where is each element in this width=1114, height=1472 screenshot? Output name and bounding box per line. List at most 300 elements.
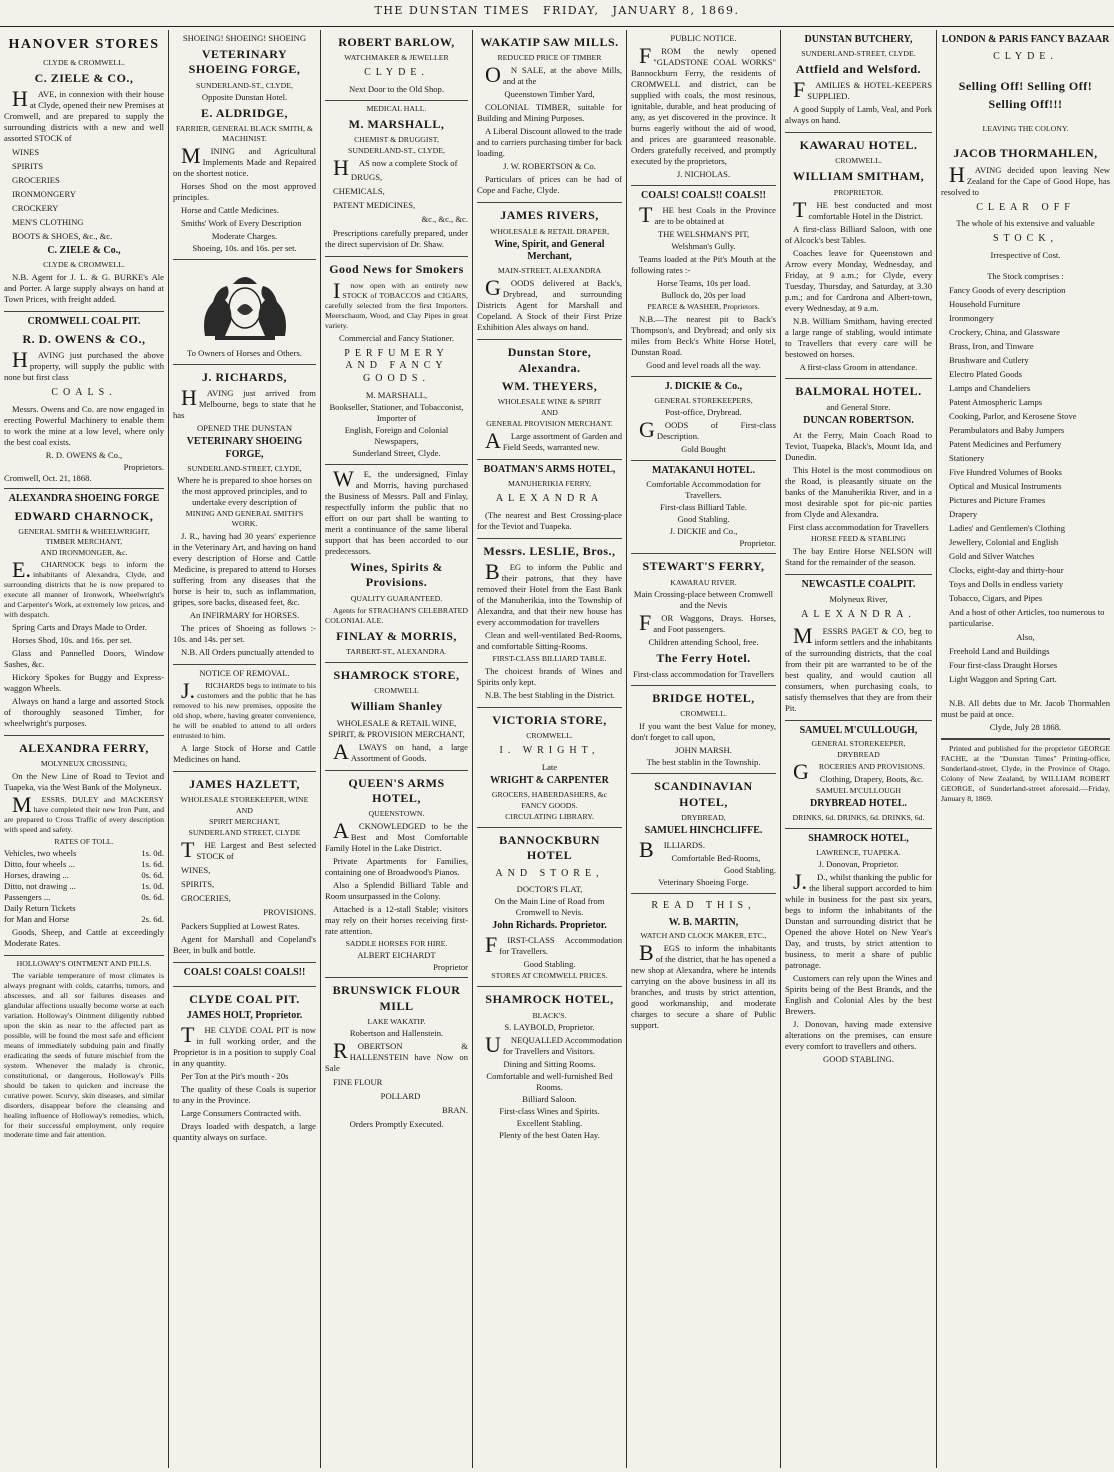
- toll-price: 2s. 6d.: [141, 914, 164, 924]
- ad-line: FIRST-CLASS BILLIARD TABLE.: [492, 654, 607, 664]
- ad-name: ROBERT BARLOW,: [338, 35, 455, 49]
- ad-signature: R. D. OWENS & Co.,: [45, 449, 123, 460]
- toll-price: 0s. 6d.: [141, 870, 164, 880]
- ad-line: DRINKS, 6d. DRINKS, 6d. DRINKS, 6d.: [792, 812, 925, 822]
- list-item: CHEMICALS,: [333, 186, 385, 197]
- column-5: [626, 30, 780, 1468]
- ad-line: The prices of Shoeing as follows :- 10s. and 14s. per set.: [173, 622, 316, 644]
- ad-line: Horse and Cattle Medicines.: [181, 204, 279, 215]
- toll-row: [4, 870, 164, 881]
- list-item: Optical and Musical Instruments: [949, 481, 1062, 492]
- toll-item: Ditto, four wheels ...: [4, 859, 75, 869]
- ad-matakanui-hotel: [631, 461, 776, 555]
- ad-title: LONDON & PARIS FANCY BAZAAR: [941, 34, 1110, 45]
- ad-trade: FANCY GOODS.: [521, 800, 578, 810]
- ad-name: William Shanley: [350, 699, 443, 714]
- list-item: &c., &c., &c.: [421, 214, 468, 225]
- ad-kawarau-hotel: [785, 133, 932, 379]
- ad-name: DUNCAN ROBERTSON.: [803, 415, 914, 427]
- column-2: [168, 30, 320, 1468]
- ad-line: N.B. The best Stabling in the District.: [485, 690, 615, 701]
- ad-line: Glass and Pannelled Doors, Window Sashes, &c.: [4, 647, 164, 669]
- ad-subtitle: Commercial and Fancy Stationer.: [338, 332, 455, 343]
- ad-line: Good Stabling.: [723, 864, 776, 875]
- ad-medical-hall: [325, 101, 468, 257]
- ad-body: THE best Coals in the Province are to be obtained at: [639, 201, 776, 227]
- ad-title: HOLLOWAY'S OINTMENT AND PILLS.: [16, 959, 152, 968]
- ad-body: MESSRS. DULEY and MACKERSY have completed their new Iron Punt, and are prepared to Cross Traffic of every description with speed and safety.: [4, 792, 164, 835]
- ad-london-paris-bazaar: [941, 30, 1110, 739]
- ad-address: MAIN-STREET, ALEXANDRA: [497, 266, 602, 276]
- ad-body: A large Stock of Horse and Cattle Medicines on hand.: [173, 742, 316, 764]
- ad-robert-barlow: [325, 30, 468, 101]
- ad-line: Coaches leave for Queenstown and Arrow every Monday, Wednesday, and Friday, at 9 a.m.; for Clyde, every Tuesday, Thursday, and Saturday, at 3.30 p.m.; and for Cardrona and Albert-town, every Wednesday, at 9 a.m.: [785, 247, 932, 313]
- ad-clyde-coal-pit: [173, 987, 316, 1149]
- list-item: DRUGS,: [350, 172, 383, 183]
- list-item: Brushware and Cutlery: [949, 355, 1029, 366]
- ad-body: GROCERIES AND PROVISIONS.: [793, 759, 925, 785]
- ad-dunstan-store: [477, 340, 622, 460]
- ad-note: N.B.—The nearest pit to Back's Thompson's, and Drybread; and only six miles from Beck's White Horse Hotel, Dunstan Road.: [631, 313, 776, 357]
- ad-address: SUNDERLAND-STREET, CLYDE.: [801, 48, 916, 58]
- ad-body: The variable temperature of most climates is always pregnant with colds, catarrhs, tumors, and abscesses, and all sor failures diseases and glandular affections usually become worse at each variation. Holloway's Ointment diligently rubbed upon the skin as near to the affected part as possible, will be found the most safe and efficient means of immediately subduing pain and finally eradicating the seeds of future mischief from the system. Whenever the malady is chronic, constitutional, or dangerous, Holloway's Pills should be taken to quicken and increase the curative power. Scurvy, skin diseases, and similar disorders, disappear before the cleansing and healing influence of Holloway's remedies, which, for their successful employment, only require moderate time and fair attention.: [4, 970, 164, 1140]
- ad-body: GOODS of First-class Description.: [639, 416, 776, 442]
- ad-name: WILLIAM SMITHAM,: [792, 169, 925, 184]
- ad-signature: J. W. ROBERTSON & Co.: [503, 161, 596, 172]
- ad-line: Excellent Stabling.: [516, 1117, 583, 1128]
- ad-signature-role: PROPRIETOR.: [833, 187, 884, 197]
- ad-heading: The Ferry Hotel.: [656, 650, 751, 665]
- crest-icon: [185, 266, 305, 344]
- ad-trade: WHOLESALE STOREKEEPER, WINE: [180, 795, 309, 805]
- list-item: Pictures and Picture Frames: [949, 495, 1046, 506]
- ad-subtitle: Molyneux River,: [829, 593, 888, 604]
- ad-j-dickie: [631, 377, 776, 461]
- list-item: Brass, Iron, and Tinware: [949, 341, 1034, 352]
- ad-balmoral-hotel: [785, 379, 932, 575]
- ad-subtitle: MANUHERIKIA FERRY,: [507, 479, 592, 488]
- ad-title: WAKATIP SAW MILLS.: [480, 35, 619, 49]
- ad-trade: GENERAL SMITH & WHEELWRIGHT, TIMBER MERCHANT,: [18, 527, 150, 547]
- ad-name: S. LAYBOLD, Proprietor.: [504, 1021, 595, 1032]
- ad-body: ALarge assortment of Garden and Field Seeds, warranted new.: [485, 428, 622, 454]
- ad-alexandra-shoeing-forge: [4, 489, 164, 736]
- ad-signature-role: Proprietor.: [739, 538, 776, 549]
- ad-title: STEWART'S FERRY,: [642, 559, 765, 574]
- ad-firm: Robertson and Hallenstein.: [349, 1027, 444, 1038]
- ad-trade: AND: [236, 805, 253, 815]
- ad-title: BOATMAN'S ARMS HOTEL,: [483, 464, 616, 476]
- ad-body: WE, the undersigned, Finlay and Morris, having purchased the Business of Messrs. Pall and Finlay, respectfully inform the public that no effort on our part shall be wanting to merit a continuance of the same liberal support that has been accorded to our predecessors.: [325, 465, 468, 556]
- ad-body: A Liberal Discount allowed to the trade and to carriers purchasing timber for back loading.: [477, 126, 622, 159]
- ad-trade: AND: [541, 408, 558, 418]
- list-item: IRONMONGERY: [12, 189, 76, 200]
- list-item: Stationery: [949, 453, 985, 464]
- ad-heading: Queenstown Timber Yard,: [504, 89, 595, 100]
- list-item: Toys and Dolls in endless variety: [949, 579, 1064, 590]
- ad-banner: SHOEING! SHOEING! SHOEING: [182, 33, 307, 43]
- ad-wakatip-saw-mills: [477, 30, 622, 203]
- ad-line: Good Stabling.: [677, 514, 730, 525]
- ad-title: SHAMROCK HOTEL,: [808, 832, 909, 844]
- ad-name: J. DICKIE & Co.,: [664, 380, 743, 392]
- ad-title: NOTICE OF REMOVAL.: [199, 667, 290, 678]
- list-item: MEN'S CLOTHING: [12, 217, 84, 228]
- ad-name: I. WRIGHT,: [499, 745, 600, 757]
- list-item: GROCERIES: [12, 175, 60, 186]
- ad-bridge-hotel: [631, 686, 776, 774]
- ad-body: E.CHARNOCK begs to inform the inhabitants of Alexandra, Clyde, and surrounding districts that he is now prepared to execute all manner of Ironwork, Wheelwright's and Carpenter's Work, at extremely low prices, and with despatch.: [4, 557, 164, 619]
- ad-note: N.B. Agent for J. L. & G. BURKE's Ale and Porter. A large supply always on hand at Town Prices, with freight added.: [4, 272, 164, 304]
- ad-title: HANOVER STORES: [8, 37, 160, 52]
- ad-line: The Stock comprises :: [987, 271, 1064, 282]
- ad-place: CLYDE.: [364, 67, 429, 79]
- ad-title: CROMWELL COAL PIT.: [27, 316, 141, 327]
- toll-row: [4, 881, 164, 892]
- list-item: Drapery: [949, 509, 978, 520]
- ad-cromwell-coal-pit: [4, 312, 164, 489]
- ad-body: HAS now a complete Stock of: [333, 155, 458, 181]
- ad-heading: THE WELSHMAN'S PIT,: [657, 228, 750, 239]
- ad-body: Messrs. Owens and Co. are now engaged in erecting Powerful Machinery to enable them to work the mine at a low level, where only the best coal exists.: [4, 403, 164, 447]
- ad-line: The choicest brands of Wines and Spirits only kept.: [477, 666, 622, 688]
- ad-name: WM. THEYERS,: [501, 378, 598, 393]
- ad-coals-banner: [173, 963, 316, 987]
- column-1: [0, 30, 168, 1468]
- ad-place: Post-office, Drybread.: [665, 406, 742, 417]
- ad-subtitle: LEAVING THE COLONY.: [982, 124, 1069, 134]
- ad-name: SAMUEL M'CULLOUGH,: [799, 724, 918, 736]
- list-item: Five Hundred Volumes of Books: [949, 467, 1062, 478]
- ad-heading: Wines, Spirits & Provisions.: [350, 559, 443, 590]
- ad-body: Inow open with an entirely new STOCK of TOBACCOS and CIGARS, carefully selected from the first Importers. Meerschaum, Wood, and Clay Pipes in great variety.: [325, 277, 468, 330]
- ad-body: The whole of his extensive and valuable: [956, 218, 1095, 229]
- ad-place: CROMWELL.: [835, 156, 882, 166]
- ad-body: On the Main Line of Road from Cromwell to Nevis.: [494, 896, 605, 918]
- ad-address: SUNDERLAND STREET, CLYDE: [188, 827, 301, 837]
- ad-name: M. MARSHALL,: [348, 117, 445, 132]
- ad-signature-role: Proprietor: [433, 962, 468, 973]
- ad-notice-of-removal: [173, 665, 316, 772]
- ad-place: DOCTOR'S FLAT,: [516, 884, 583, 895]
- ad-line: Dining and Sitting Rooms.: [503, 1058, 596, 1069]
- ad-finlay-morris: [325, 465, 468, 663]
- ad-heading: CLEAR OFF: [976, 201, 1075, 213]
- ad-subtitle: and General Store.: [826, 402, 891, 413]
- ad-line: Irrespective of Cost.: [990, 250, 1061, 261]
- ad-body: At the Ferry, Main Coach Road to Teviot, Tuapeka, Black's, Mount Ida, and Dunedin.: [785, 429, 932, 462]
- ad-body: If you want the best Value for money, don't forget to call upon,: [631, 721, 776, 743]
- ad-line: Customers can rely upon the Wines and Spirits being of the Best Brands, and the English and Colonial Ales by the best Brewers.: [785, 972, 932, 1016]
- ad-signature-role: Proprietors.: [123, 461, 164, 472]
- list-item: Fancy Goods of every description: [949, 285, 1066, 296]
- ad-note: N.B. All debts due to Mr. Jacob Thormahlen must be paid at once.: [941, 698, 1110, 720]
- ad-line: Good and level roads all the way.: [646, 359, 761, 370]
- ad-line: The quality of these Coals is superior to any in the Province.: [173, 1083, 316, 1105]
- ad-signature: C. ZIELE & Co.,: [47, 245, 121, 257]
- ad-title: SHAMROCK HOTEL,: [485, 992, 614, 1007]
- ad-body: UNEQUALLED Accommodation for Travellers and Visitors.: [485, 1031, 622, 1057]
- ad-title: Good News for Smokers: [329, 262, 464, 277]
- list-item: CROCKERY: [12, 203, 59, 214]
- ad-body: Main Crossing-place between Cromwell and the Nevis: [633, 588, 774, 610]
- ad-shamrock-store: [325, 663, 468, 771]
- ad-address: SUNDERLAND-ST., CLYDE,: [196, 80, 293, 90]
- ad-body: FAMILIES & HOTEL-KEEPERS SUPPLIED.: [793, 77, 932, 103]
- ad-firm: Attfield and Welsford.: [795, 61, 922, 76]
- ad-title: BRIDGE HOTEL,: [652, 691, 755, 706]
- ad-title: BALMORAL HOTEL.: [795, 383, 922, 398]
- ad-stewarts-ferry: [631, 554, 776, 686]
- ad-body: FOR Waggons, Drays. Horses, and Foot passengers.: [639, 609, 776, 635]
- ad-heading: STOCK,: [992, 233, 1059, 245]
- ad-name: E. ALDRIDGE,: [200, 105, 289, 120]
- ad-line: Per Ton at the Pit's mouth - 20s: [181, 1070, 289, 1081]
- ad-victoria-store: [477, 708, 622, 828]
- ad-title: READ THIS,: [651, 899, 756, 911]
- list-item: WINES: [12, 147, 40, 158]
- ad-title: COALS! COALS! COALS!!: [183, 966, 306, 978]
- ad-name: FINLAY & MORRIS,: [336, 628, 457, 643]
- ad-newcastle-coalpit: [785, 575, 932, 721]
- goods-list: [173, 865, 316, 918]
- stock-list: [941, 285, 1110, 629]
- ad-title: BANNOCKBURN HOTEL: [499, 832, 600, 863]
- ad-heading: SADDLE HORSES FOR HIRE.: [345, 939, 448, 949]
- ad-w-b-martin: [631, 894, 776, 1038]
- list-item: SPIRITS: [12, 161, 44, 172]
- list-item: Ironmongery: [949, 313, 994, 324]
- ad-title: SCANDINAVIAN HOTEL,: [654, 779, 753, 809]
- ad-date: Clyde, July 28 1868.: [989, 722, 1062, 733]
- ad-body: On the New Line of Road to Teviot and Tuapeka, via the West Bank of the Molyneux.: [4, 771, 164, 793]
- list-item: Four first-class Draught Horses: [949, 660, 1058, 671]
- ad-line: Comfortable and well-furnished Bed Rooms.: [486, 1070, 613, 1092]
- ad-line: Also,: [1016, 632, 1035, 643]
- ad-trade: WATCHMAKER & JEWELLER: [344, 53, 449, 63]
- list-item: WINES,: [181, 864, 211, 875]
- ad-owners-of-horses: [173, 260, 316, 365]
- list-item: Household Furniture: [949, 299, 1021, 310]
- column-4: [472, 30, 626, 1468]
- toll-heading: RATES OF TOLL.: [54, 837, 114, 847]
- list-item: Perambulators and Baby Jumpers: [949, 425, 1065, 436]
- toll-item: Vehicles, two wheels: [4, 848, 77, 858]
- list-item: Patent Atmospheric Lamps: [949, 397, 1043, 408]
- ad-body: COLONIAL TIMBER, suitable for Building and Mining Purposes.: [477, 102, 622, 124]
- ad-line: Clean and well-ventilated Bed-Rooms, and comfortable Sitting-Rooms.: [477, 630, 622, 652]
- ad-trade: Bookseller, Stationer, and Tobacconist, Importer of: [329, 401, 464, 423]
- ad-body: J.D., whilst thanking the public for the liberal support accorded to him while in business for the past six years, begs to inform the inhabitants of the Dunstan and surrounding district that he Opened the above Hotel on New Year's Day, and trusts, by strict attention to business, to merit a share of public patronage.: [785, 868, 932, 970]
- ad-body: HAVING just purchased the above property, will supply the public with none but first class: [4, 347, 164, 383]
- toll-item: Ditto, not drawing ...: [4, 881, 76, 891]
- toll-row: [4, 914, 164, 925]
- ad-name: W. B. MARTIN,: [668, 916, 739, 928]
- toll-row: [4, 892, 164, 903]
- ad-body: ACKNOWLEDGED to be the Best and Most Comfortable Family Hotel in the Lake District.: [325, 818, 468, 854]
- ad-heading: COALS.: [51, 387, 117, 399]
- list-item: Cooking, Parlor, and Kerosene Stove: [949, 411, 1077, 422]
- ad-line: N.B. William Smitham, having erected a large range of stabling, would intimate to Travellers that every care will be bestowed on horses.: [785, 315, 932, 359]
- ad-line: Moderate Charges.: [211, 230, 278, 241]
- ad-body: MINING AND GENERAL SMITH'S WORK.: [185, 508, 304, 528]
- ad-body: HAVING just arrived from Melbourne, begs to state that he has: [173, 385, 316, 421]
- heraldic-crest-illustration: [173, 266, 316, 344]
- issue-day: FRIDAY,: [543, 4, 600, 17]
- list-item: Freehold Land and Buildings: [949, 646, 1050, 657]
- ad-title: SHAMROCK STORE,: [333, 667, 460, 682]
- ad-heading: VETERINARY SHOEING FORGE,: [186, 436, 303, 461]
- column-3: [320, 30, 472, 1468]
- ad-line: Always on hand a large and assorted Stock of thoroughly seasoned Timber, for wheelwright's purposes.: [4, 695, 164, 728]
- ad-trade: GENERAL STOREKEEPER,: [811, 739, 906, 749]
- ad-bannockburn-hotel: [477, 828, 622, 987]
- ad-name: SAMUEL M'CULLOUGH: [816, 786, 901, 796]
- ad-james-rivers: [477, 203, 622, 340]
- ad-line: Smiths' Work of Every Description: [181, 217, 302, 228]
- ad-title: VICTORIA STORE,: [492, 713, 607, 728]
- ad-title: ALEXANDRA FERRY,: [19, 740, 149, 755]
- ad-public-notice: [631, 30, 776, 186]
- ad-subtitle: AND STORE,: [495, 867, 604, 879]
- ad-title: PUBLIC NOTICE.: [670, 33, 737, 43]
- goods-list: [325, 172, 468, 225]
- ad-heading: DRYBREAD HOTEL.: [810, 798, 907, 810]
- ad-title: BRUNSWICK FLOUR MILL: [332, 983, 461, 1013]
- ad-line: Horse Teams, 10s per load.: [656, 277, 751, 288]
- ad-place: CROMWELL: [374, 686, 419, 696]
- ad-heading: PERFUMERY AND FANCY GOODS.: [344, 347, 449, 385]
- toll-price: 1s. 6d.: [141, 859, 164, 869]
- ad-body: ROBERTSON & HALLENSTEIN have Now on Sale: [325, 1037, 468, 1073]
- toll-price: 0s. 6d.: [141, 892, 164, 902]
- ad-title: COALS! COALS!! COALS!!: [640, 190, 766, 201]
- ad-dunstan-butchery: [785, 30, 932, 133]
- toll-price: 1s. 0d.: [141, 881, 164, 891]
- ad-body: (The nearest and Best Crossing-place for the Teviot and Tuapeka.: [477, 509, 622, 531]
- ad-name: JAMES RIVERS,: [500, 208, 599, 223]
- ad-title: MEDICAL HALL.: [366, 104, 427, 114]
- ad-heading: An INFIRMARY for HORSES.: [189, 609, 300, 620]
- ad-line: A first-class Billiard Saloon, with one of Alcock's best Tables.: [785, 223, 932, 245]
- ad-body: BEG to inform the Public and their patrons, that they have removed their Hotel from the East Bank of the Manuherikia, into the Township of Alexandra, and that their new house has every accommodation for travellers: [477, 559, 622, 628]
- ad-line: Packers Supplied at Lowest Rates.: [181, 920, 300, 931]
- ad-body: FROM the newly opened "GLADSTONE COAL WORKS" Bannockburn Ferry, the residents of CROMWELL and district, can be supplied with coals, the most resinous, ignitable, durable, and heat producing of any, as yet discovered in the province. It burns eagerly without the aid of wood, and prices are guaranteed reasonable. Orders gratefully received, and promptly executed by the proprietors,: [631, 43, 776, 166]
- list-item: Lamps and Chandeliers: [949, 383, 1031, 394]
- list-item: SPIRITS,: [181, 878, 215, 889]
- ad-body: MESSRS PAGET & CO, beg to inform settlers and the inhabitants of the surrounding districts, that the coal from their pit are warranted to be of the best quality, and would caution all consumers, when purchasing coals, to satisfy themselves that they are from their Pit.: [785, 622, 932, 713]
- ad-firm: C. ZIELE & CO.,: [34, 70, 134, 85]
- ad-body: Particulars of prices can be had of Cope and Fache, Clyde.: [477, 174, 622, 196]
- toll-item: Passengers ...: [4, 892, 51, 902]
- ad-trade: Wine, Spirit, and General Merchant,: [494, 238, 605, 263]
- ad-body: MINING and Agricultural Implements Made and Repaired on the shortest notice.: [173, 142, 316, 178]
- masthead: [0, 0, 1114, 27]
- ad-title: ALEXANDRA SHOEING FORGE: [8, 492, 160, 504]
- ad-address: Sunderland Street, Clyde.: [352, 447, 441, 458]
- ad-title: DUNSTAN BUTCHERY,: [804, 34, 913, 45]
- ad-james-hazlett: [173, 772, 316, 963]
- toll-item: Daily Return Tickets: [4, 903, 76, 913]
- ad-title: CLYDE COAL PIT.: [189, 991, 300, 1006]
- ad-hanover-stores: [4, 30, 164, 312]
- ad-line: Large Consumers Contracted with.: [181, 1107, 302, 1118]
- ad-address: SUNDERLAND-STREET, CLYDE,: [187, 463, 302, 473]
- ad-title: NEWCASTLE COALPIT.: [801, 578, 916, 590]
- ad-body: This Hotel is the most commodious on the Road, is pleasantly situate on the banks of the Manuherikia River, and in a most desirable spot for pic-nic parties from Clyde and Alexandra.: [785, 464, 932, 519]
- ad-line: Gold Bought: [681, 443, 726, 454]
- ad-address: SUNDERLAND-ST., CLYDE,: [348, 146, 445, 156]
- column-6: [780, 30, 936, 1468]
- ad-line: A first-class Groom in attendance.: [799, 361, 918, 372]
- ad-body: GOODS delivered at Back's, Drybread, and surrounding Districts Agent for Marshall and Copeland. A Stock of their First Prize Exhibition Ales always on hand.: [477, 275, 622, 333]
- ad-line: Drays loaded with despatch, a large quantity always on surface.: [173, 1120, 316, 1142]
- list-item: Tobacco, Cigars, and Pipes: [949, 593, 1043, 604]
- ad-name: J. Donovan, Proprietor.: [818, 858, 899, 869]
- list-item: PROVISIONS.: [263, 906, 316, 917]
- ad-line: Spring Carts and Drays Made to Order.: [12, 621, 147, 632]
- ad-firm: R. D. OWENS & CO.,: [22, 331, 146, 346]
- ad-location: Next Door to the Old Shop.: [348, 84, 444, 95]
- imprint-text: Printed and published for the proprietor GEORGE FACHE, at the "Dunstan Times" Printing-office, Sunderland-street, Clyde, in the Province of Otago, Colony of New Zealand, by WILLIAM ROBERT GEORGE, of Sunderland-street aforesaid.—Friday, January 8, 1869.: [941, 744, 1110, 804]
- ad-line: First-class Billiard Table.: [660, 502, 747, 513]
- ad-place: ALEXANDRA.: [801, 608, 916, 620]
- ad-line: Shoeing, 10s. and 16s. per set.: [192, 242, 297, 253]
- ad-title: Messrs. LESLIE, Bros.,: [483, 543, 616, 558]
- ad-line: Attached is a 12-stall Stable; visitors may rely on their horses receiving first-rate attention.: [325, 904, 468, 937]
- column-7: [936, 30, 1114, 1468]
- ad-body: Prescriptions carefully prepared, under the direct supervision of Dr. Shaw.: [325, 228, 468, 250]
- ad-welshmans-pit: [631, 186, 776, 377]
- ad-line: Agents for STRACHAN'S CELEBRATED COLONIAL ALE.: [325, 605, 468, 625]
- ad-place: CLYDE.: [993, 50, 1058, 62]
- ad-name: JOHN MARSH.: [675, 745, 732, 756]
- ad-heading: BILLIARDS.: [639, 836, 705, 862]
- ad-trade: SPIRIT MERCHANT,: [209, 816, 280, 826]
- ad-date: Cromwell, Oct. 21, 1868.: [4, 472, 92, 483]
- ad-name: ALBERT EICHARDT: [357, 950, 436, 961]
- list-item: GROCERIES,: [181, 892, 231, 903]
- ad-queens-arms: [325, 771, 468, 979]
- ad-place: CROMWELL.: [526, 731, 573, 741]
- ad-line: Orders Promptly Executed.: [349, 1118, 444, 1129]
- ad-title: QUEEN'S ARMS HOTEL,: [348, 775, 445, 805]
- ad-line: Plenty of the best Oaten Hay.: [499, 1129, 600, 1140]
- ad-line: Goods, Sheep, and Cattle at exceedingly Moderate Rates.: [4, 927, 164, 948]
- ad-name: JAMES HAZLETT,: [189, 776, 300, 791]
- ad-signature: PEARCE & WASHER, Proprietors.: [647, 301, 760, 311]
- ad-trade: GROCERS, HABERDASHERS, &c: [491, 790, 608, 800]
- ad-body: Teams loaded at the Pit's Mouth at the following rates :-: [631, 253, 776, 275]
- ad-name: JAMES HOLT, Proprietor.: [186, 1010, 303, 1022]
- ad-signature-place: CLYDE & CROMWELL.: [43, 260, 125, 270]
- ad-line: First class accommodation for Travellers: [788, 521, 929, 532]
- ad-body: A good Supply of Lamb, Veal, and Pork always on hand.: [785, 104, 932, 126]
- ad-heading: Selling Off!!!: [988, 96, 1063, 111]
- ad-trade: English, Foreign and Colonial Newspapers,: [344, 424, 449, 446]
- ad-line: Private Apartments for Families, containing one of Broadwood's Pianos.: [325, 856, 468, 878]
- ad-line: Comfortable Bed-Rooms,: [671, 852, 761, 863]
- ad-body: J.RICHARDS begs to intimate to his customers and the public that he has removed to his new premises, opposite the old shop, where, having greater convenience, he will be enabled to attend to all orders entrusted to him.: [173, 677, 316, 740]
- ad-line: HORSE FEED & STABLING: [811, 533, 906, 543]
- ad-trade: WHOLESALE & RETAIL DRAPER,: [489, 226, 610, 236]
- printers-imprint: [941, 739, 1110, 810]
- ad-line: N.B. All Orders punctually attended to: [181, 646, 314, 657]
- ad-line: CIRCULATING LIBRARY.: [505, 811, 594, 821]
- ad-line: Also a Splendid Billiard Table and Room unsurpassed in the Colony.: [325, 880, 468, 902]
- ad-leslie-bros: [477, 539, 622, 708]
- ad-heading: OPENED THE DUNSTAN: [196, 423, 293, 434]
